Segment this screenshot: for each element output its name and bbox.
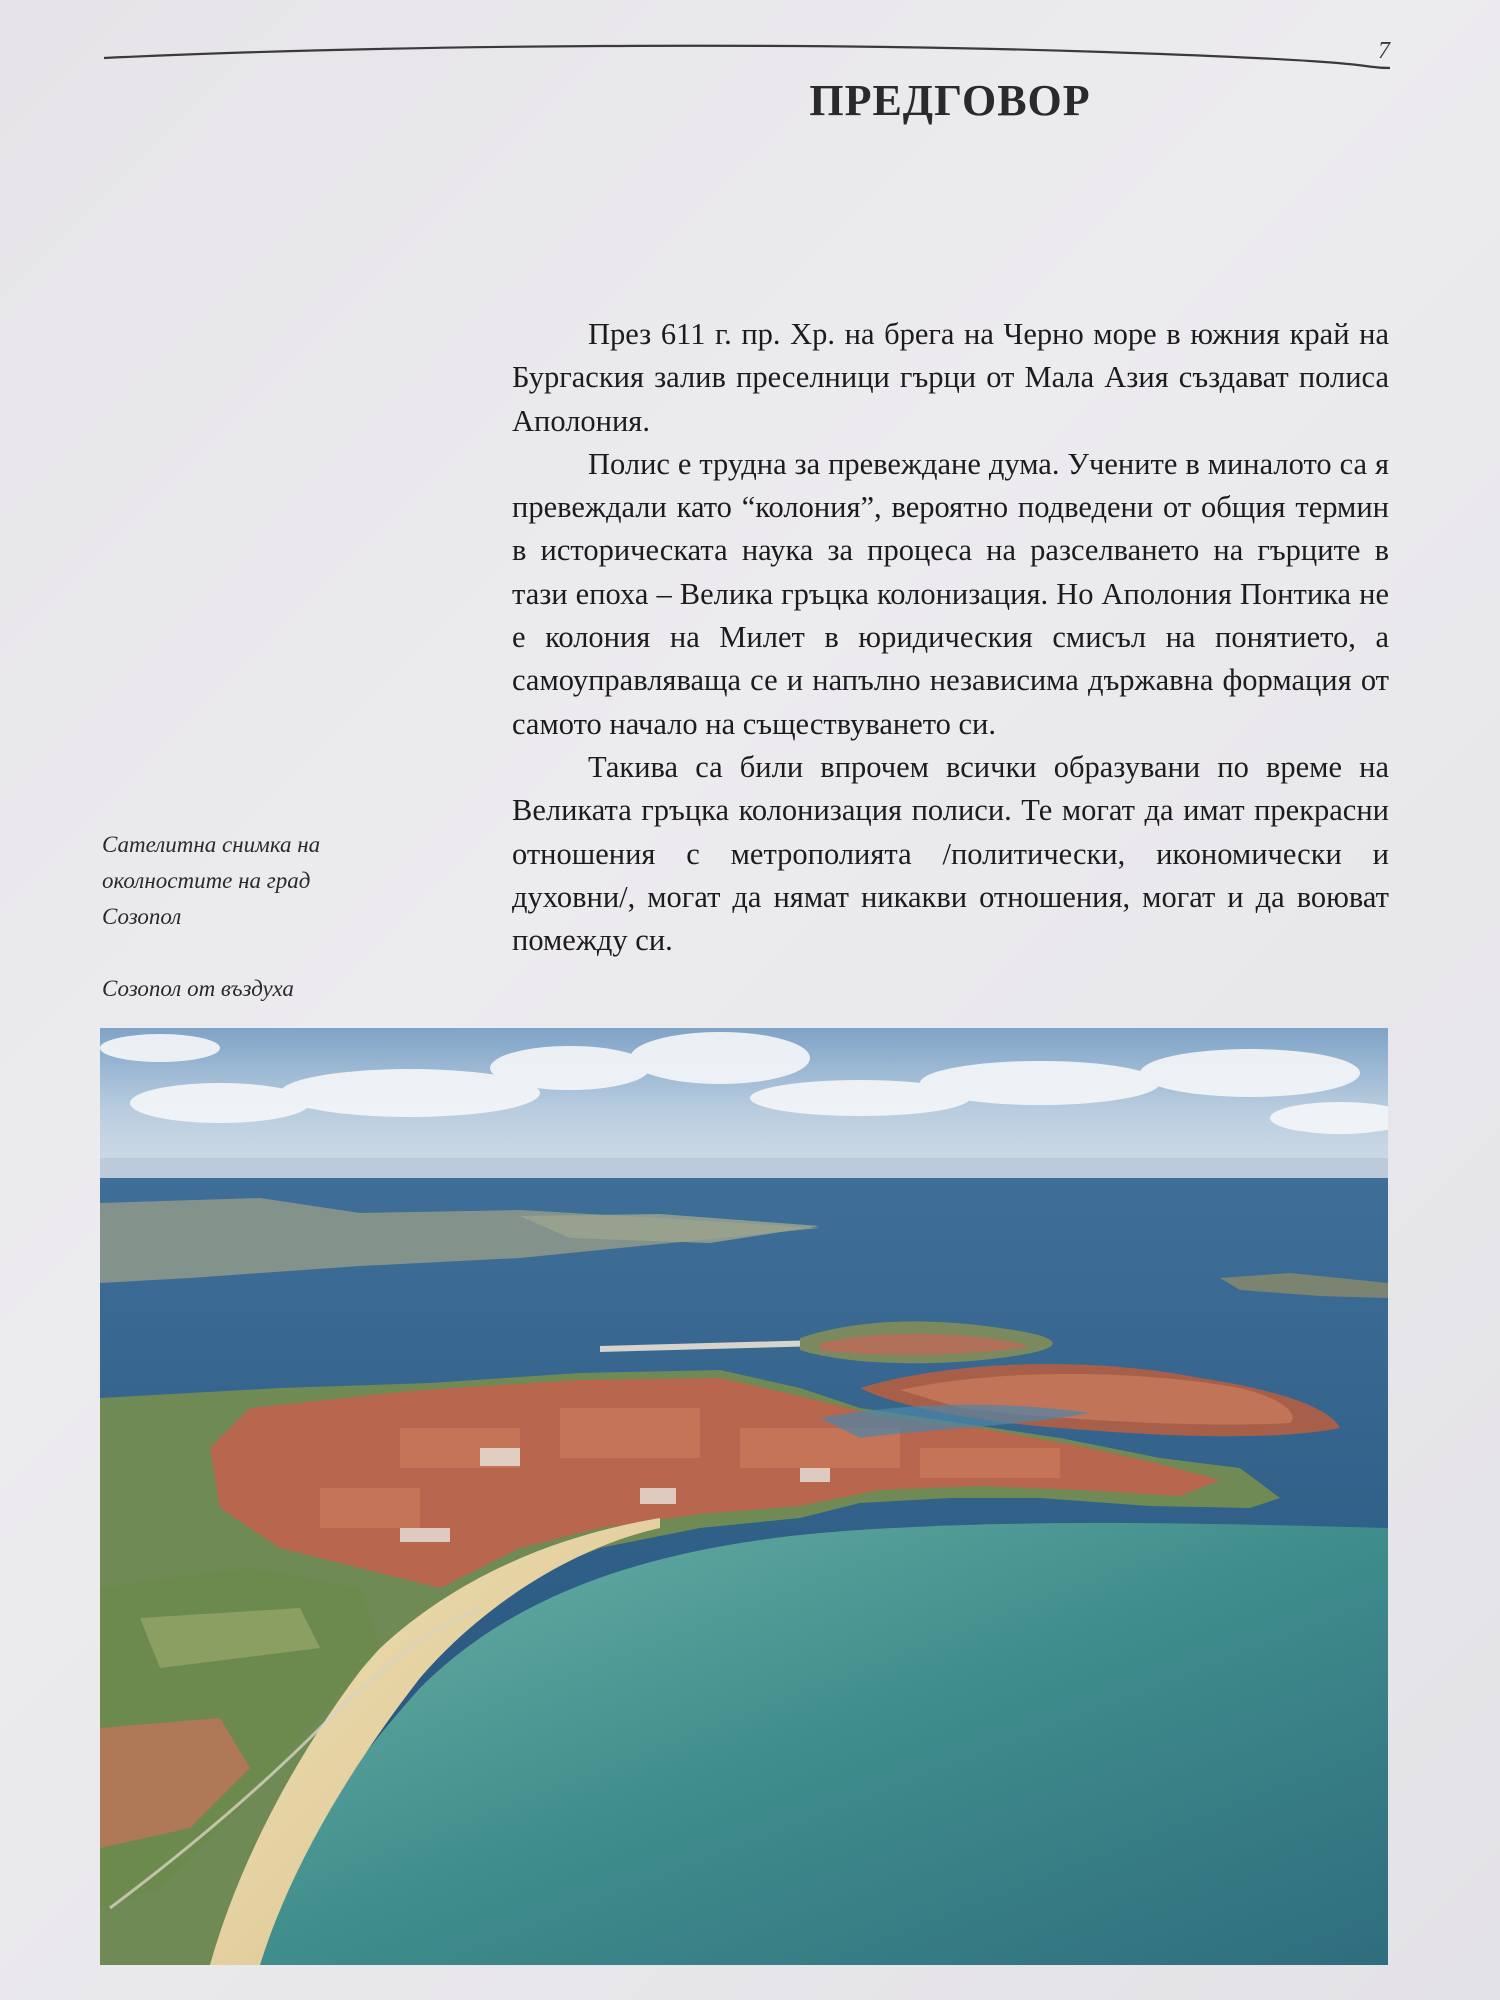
paragraph: Полис е трудна за превеждане дума. Учените в миналото са я превеждали като “колония”, вероятно подведени от общия термин в историческата наука за процеса на разселването на гърците в тази епоха – Велика гръцка колонизация. Но Аполония Понтика не е колония на Милет в юридическия смисъл на понятието, а самоуправляваща се и напълно независима държавна формация от самото начало на съществуването си. bbox=[512, 446, 1389, 741]
caption-aerial: Созопол от въздуха bbox=[102, 976, 294, 1001]
caption-satellite: Сателитна снимка на околностите на град Созопол bbox=[102, 832, 321, 929]
page-number: 7 bbox=[1378, 38, 1390, 64]
body-text bbox=[512, 313, 1389, 962]
aerial-photo bbox=[100, 1028, 1388, 1965]
photo-captions bbox=[102, 827, 362, 1043]
paragraph: Такива са били впрочем всички образувани по време на Великата гръцка колонизация полиси. Те могат да имат прекрасни отношения с метрополията /политически, икономически и духовни/, могат да нямат никакви отношения, могат и да воюват помежду си. bbox=[512, 749, 1389, 958]
page-title: ПРЕДГОВОР bbox=[809, 76, 1091, 125]
paragraph: През 611 г. пр. Хр. на брега на Черно море в южния край на Бургаския залив преселници гърци от Мала Азия създават полиса Аполония. bbox=[512, 317, 1389, 438]
